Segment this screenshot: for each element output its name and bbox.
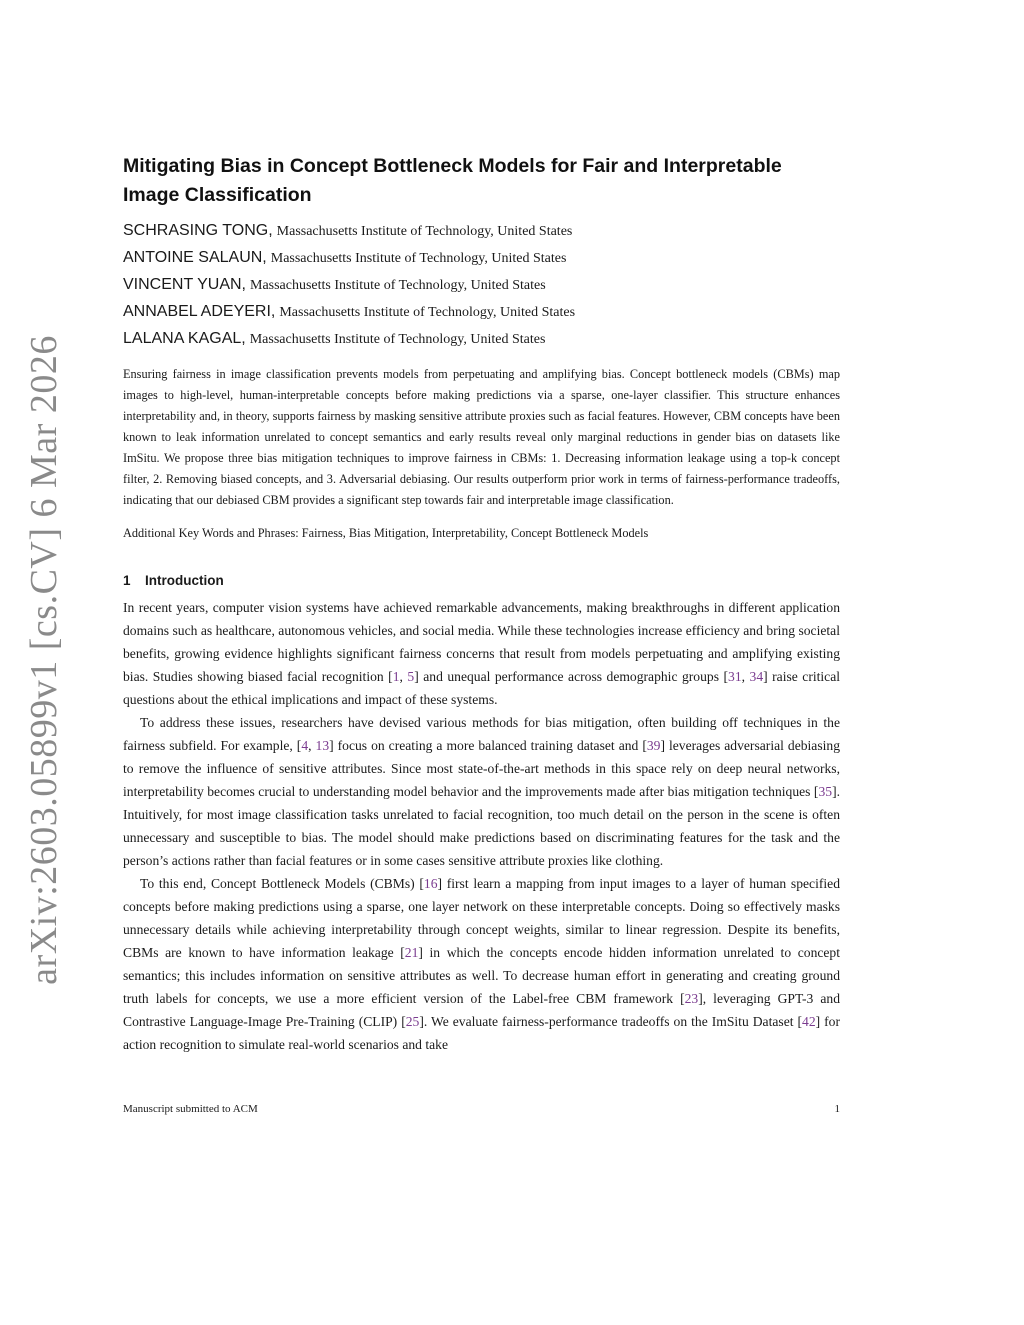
citation-link[interactable]: 23 — [684, 991, 699, 1006]
citation-link[interactable]: 1 — [392, 669, 400, 684]
paper-page — [123, 152, 840, 1056]
keywords: Additional Key Words and Phrases: Fairness, Bias Mitigation, Interpretability, Concept Bottleneck Models — [123, 526, 649, 540]
citation-link[interactable]: 31 — [728, 669, 742, 684]
author-name: SCHRASING TONG, — [123, 222, 273, 239]
page-footer — [123, 1102, 840, 1116]
author-name: LALANA KAGAL, — [123, 330, 246, 347]
footer-venue: Manuscript submitted to ACM — [123, 1103, 258, 1115]
citation-link[interactable]: 16 — [423, 876, 438, 891]
author-entry — [123, 325, 840, 352]
body-paragraph: To address these issues, researchers have devised various methods for bias mitigation, often building off techniques in the fairness subfield. For example, [4, 13] focus on creating a more balanced training dataset and [39] leverages adversarial debiasing to remove the influence of sensitive attributes. Since most state-of-the-art methods in this space rely on deep neural networks, interpretability becomes crucial to understanding model behavior and the improvements made after bias mitigation techniques [35]. Intuitively, for most image classification tasks unrelated to facial recognition, too much detail on the person in the scene is often unnecessary and susceptible to bias. The model should make predictions based on discriminating features for the task and the person’s actions rather than facial features or in some cases sensitive attribute proxies like clothing. — [123, 715, 840, 868]
citation-link[interactable]: 39 — [646, 738, 661, 753]
author-name: ANTOINE SALAUN, — [123, 249, 267, 266]
citation-link[interactable]: 21 — [404, 945, 419, 960]
introduction-body — [123, 596, 840, 1056]
author-name: VINCENT YUAN, — [123, 276, 246, 293]
author-affiliation: Massachusetts Institute of Technology, United States — [270, 251, 567, 266]
author-entry — [123, 244, 840, 271]
section-number: 1 — [123, 573, 131, 588]
body-paragraph: To this end, Concept Bottleneck Models (CBMs) [16] first learn a mapping from input images to a layer of human specified concepts before making predictions using a sparse, one layer network on these interpretable concepts. Doing so effectively masks unnecessary details while achieving interpretability through concept weights, similar to linear regression. Despite its benefits, CBMs are known to have information leakage [21] in which the concepts encode hidden information unrelated to concept semantics; this includes information on sensitive attributes as well. To decrease human effort in generating and creating ground truth labels for concepts, we use a more efficient version of the Label-free CBM framework [23], leveraging GPT-3 and Contrastive Language-Image Pre-Training (CLIP) [25]. We evaluate fairness-performance tradeoffs on the ImSitu Dataset [42] for action recognition to simulate real-world scenarios and take — [123, 876, 841, 1052]
citation-link[interactable]: 4 — [301, 738, 309, 753]
author-affiliation: Massachusetts Institute of Technology, United States — [249, 332, 546, 347]
author-affiliation: Massachusetts Institute of Technology, United States — [250, 278, 546, 293]
citation-link[interactable]: 5 — [407, 669, 415, 684]
abstract: Ensuring fairness in image classification prevents models from perpetuating and amplifying bias. Concept bottleneck models (CBMs) map images to high-level, human-interpretable concepts before making predictions via a sparse, one-layer classifier. This structure enhances interpretability and, in theory, supports fairness by masking sensitive attribute proxies such as facial features. However, CBM concepts have been known to leak information unrelated to concept semantics and early results reveal only marginal reductions in gender bias on datasets like ImSitu. We propose three bias mitigation techniques to improve fairness in CBMs: 1. Decreasing information leakage using a top-k concept filter, 2. Removing biased concepts, and 3. Adversarial debiasing. Our results outperform prior work in terms of fairness-performance tradeoffs, indicating that our debiased CBM provides a significant step towards fair and interpretable image classification. — [123, 367, 840, 507]
arxiv-identifier: arXiv:2603.05899v1 [cs.CV] 6 Mar 2026 — [23, 335, 65, 985]
citation-link[interactable]: 34 — [749, 669, 764, 684]
section-title: Introduction — [145, 573, 224, 588]
section-heading — [123, 571, 840, 591]
citation-link[interactable]: 35 — [818, 784, 833, 799]
paper-title: Mitigating Bias in Concept Bottleneck Models for Fair and Interpretable Image Classification — [123, 155, 782, 206]
author-affiliation: Massachusetts Institute of Technology, United States — [279, 305, 576, 320]
author-entry — [123, 271, 840, 298]
author-name: ANNABEL ADEYERI, — [123, 303, 276, 320]
citation-link[interactable]: 13 — [315, 738, 330, 753]
author-affiliation: Massachusetts Institute of Technology, United States — [276, 224, 573, 239]
author-entry — [123, 298, 840, 325]
body-paragraph: In recent years, computer vision systems have achieved remarkable advancements, making breakthroughs in different application domains such as healthcare, autonomous vehicles, and social media. While these technologies increase efficiency and bring societal benefits, growing evidence highlights significant fairness concerns that result from models perpetuating and amplifying existing bias. Studies showing biased facial recognition [1, 5] and unequal performance across demographic groups [31, 34] raise critical questions about the ethical implications and impact of these systems. — [123, 600, 841, 707]
citation-link[interactable]: 42 — [802, 1014, 816, 1029]
citation-link[interactable]: 25 — [405, 1014, 420, 1029]
author-entry — [123, 217, 840, 244]
page-number: 1 — [834, 1103, 840, 1115]
author-list — [123, 217, 840, 352]
